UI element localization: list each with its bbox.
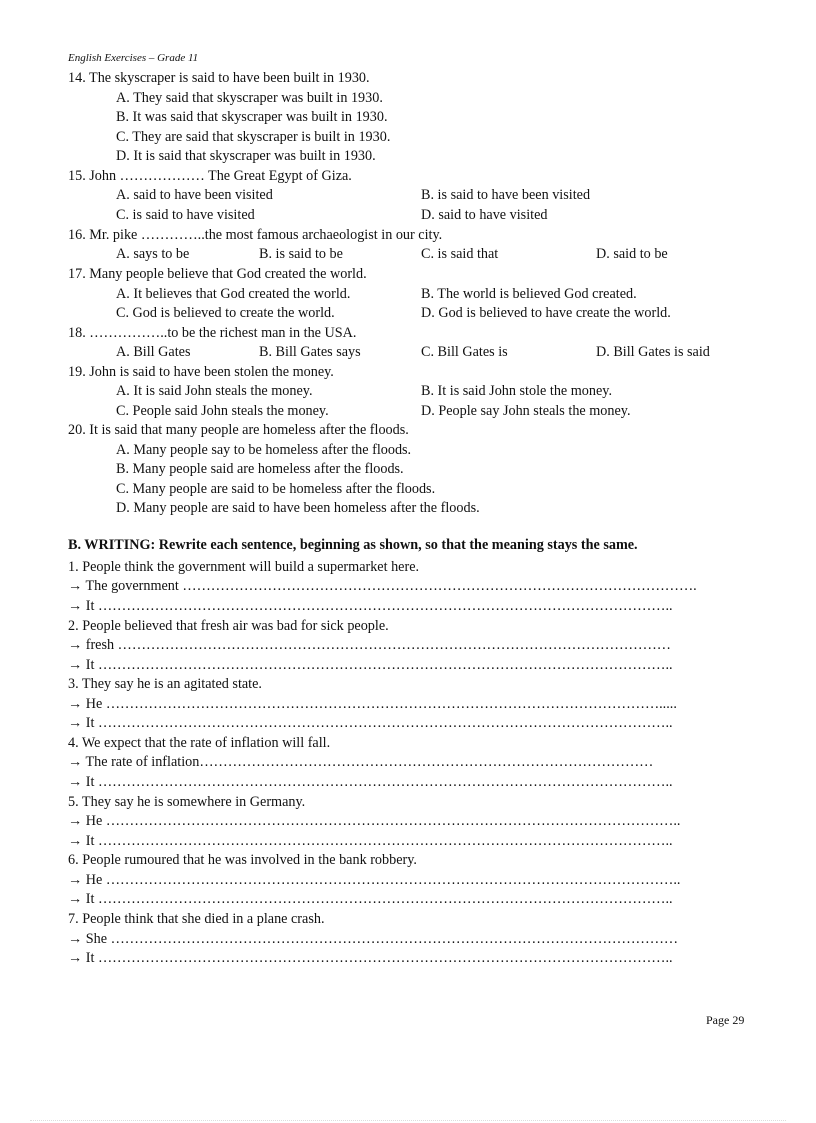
answer-line[interactable]: → It ………………………………………………………………………………………………………….. <box>68 657 673 673</box>
option: B. It is said John stole the money. <box>421 383 612 399</box>
option: C. Many people are said to be homeless after the floods. <box>116 481 436 497</box>
option: A. They said that skyscraper was built in 1930. <box>116 90 383 106</box>
writing-sentence-2: 2. People believed that fresh air was bad for sick people. <box>68 618 389 634</box>
option: D. said to be <box>596 246 668 262</box>
answer-line[interactable]: → It ………………………………………………………………………………………………………….. <box>68 950 673 966</box>
option: A. Bill Gates <box>116 344 191 360</box>
answer-line[interactable]: → The rate of inflation…………………………………………………………………………………… <box>68 754 654 770</box>
answer-line[interactable]: → It ………………………………………………………………………………………………………….. <box>68 774 673 790</box>
option: D. It is said that skyscraper was built in 1930. <box>116 148 376 164</box>
question-15: 15. John ……………… The Great Egypt of Giza. <box>68 168 352 184</box>
option: D. People say John steals the money. <box>421 403 631 419</box>
page-bottom-border <box>30 1120 786 1121</box>
option: B. Bill Gates says <box>259 344 361 360</box>
option: C. is said to have visited <box>116 207 255 223</box>
option: D. God is believed to have create the world. <box>421 305 671 321</box>
option: B. is said to have been visited <box>421 187 591 203</box>
writing-sentence-6: 6. People rumoured that he was involved in the bank robbery. <box>68 852 417 868</box>
answer-line[interactable]: → It ………………………………………………………………………………………………………….. <box>68 891 673 907</box>
writing-sentence-4: 4. We expect that the rate of inflation will fall. <box>68 735 331 751</box>
option: C. God is believed to create the world. <box>116 305 335 321</box>
answer-line[interactable]: → The government ………………………………………………………………………………………………. <box>68 578 697 594</box>
answer-line[interactable]: → fresh ……………………………………………………………………………………………………… <box>68 637 671 653</box>
answer-line[interactable]: → He ………………………………………………………………………………………………………….. <box>68 872 681 888</box>
writing-sentence-1: 1. People think the government will build a supermarket here. <box>68 559 420 575</box>
option: C. They are said that skyscraper is built in 1930. <box>116 129 391 145</box>
page-header: English Exercises – Grade 11 <box>68 52 199 64</box>
option: C. Bill Gates is <box>421 344 508 360</box>
option: D. Bill Gates is said <box>596 344 710 360</box>
option: B. is said to be <box>259 246 343 262</box>
writing-sentence-7: 7. People think that she died in a plane crash. <box>68 911 325 927</box>
option: D. Many people are said to have been homeless after the floods. <box>116 500 480 516</box>
option: C. is said that <box>421 246 499 262</box>
option: A. Many people say to be homeless after the floods. <box>116 442 412 458</box>
option: C. People said John steals the money. <box>116 403 329 419</box>
answer-line[interactable]: → He ………………………………………………………………………………………………………..... <box>68 696 677 712</box>
option: B. Many people said are homeless after the floods. <box>116 461 404 477</box>
answer-line[interactable]: → It ………………………………………………………………………………………………………….. <box>68 833 673 849</box>
option: A. said to have been visited <box>116 187 273 203</box>
page-number: Page 29 <box>706 1013 745 1027</box>
option: A. says to be <box>116 246 190 262</box>
question-20: 20. It is said that many people are homeless after the floods. <box>68 422 409 438</box>
writing-sentence-5: 5. They say he is somewhere in Germany. <box>68 794 306 810</box>
answer-line[interactable]: → She ………………………………………………………………………………………………………… <box>68 931 679 947</box>
option: B. The world is believed God created. <box>421 286 637 302</box>
option: B. It was said that skyscraper was built in 1930. <box>116 109 388 125</box>
option: A. It believes that God created the world. <box>116 286 351 302</box>
answer-line[interactable]: → It ………………………………………………………………………………………………………….. <box>68 715 673 731</box>
writing-sentence-3: 3. They say he is an agitated state. <box>68 676 262 692</box>
option: D. said to have visited <box>421 207 548 223</box>
section-title: B. WRITING: Rewrite each sentence, beginning as shown, so that the meaning stays the same. <box>68 537 638 553</box>
answer-line[interactable]: → It ………………………………………………………………………………………………………….. <box>68 598 673 614</box>
question-18: 18. ……………..to be the richest man in the USA. <box>68 325 357 341</box>
option: A. It is said John steals the money. <box>116 383 313 399</box>
question-16: 16. Mr. pike …………..the most famous archaeologist in our city. <box>68 227 443 243</box>
question-17: 17. Many people believe that God created the world. <box>68 266 367 282</box>
question-14: 14. The skyscraper is said to have been built in 1930. <box>68 70 370 86</box>
question-19: 19. John is said to have been stolen the money. <box>68 364 334 380</box>
answer-line[interactable]: → He ………………………………………………………………………………………………………….. <box>68 813 681 829</box>
